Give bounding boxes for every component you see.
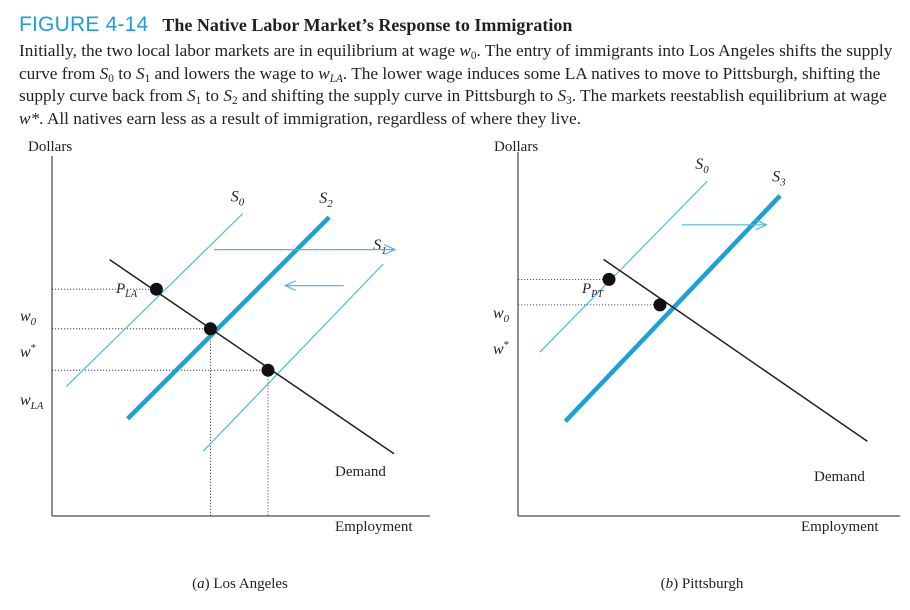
panel-pittsburgh <box>493 139 900 592</box>
panel-title: (b) Pittsburgh <box>660 576 744 592</box>
wage-tick-label: $w_0$ <box>493 305 510 325</box>
x-axis-label: Employment <box>335 519 413 535</box>
supply-label-s0: $S_0$ <box>230 188 245 209</box>
supply-curve-s0 <box>540 181 707 352</box>
equilibrium-point <box>653 298 666 311</box>
supply-label-s1: $S_1$ <box>373 237 387 257</box>
demand-curve <box>604 259 868 441</box>
wage-tick-label: $w_{LA}$ <box>20 392 44 412</box>
x-axis-label: Employment <box>801 519 879 535</box>
equilibrium-point <box>204 322 217 335</box>
supply-label-s2: $S_2$ <box>319 190 333 211</box>
y-axis-label: Dollars <box>28 139 73 155</box>
demand-label: Demand <box>335 464 386 480</box>
wage-tick-label: w* <box>493 339 510 358</box>
supply-curve-s3 <box>565 196 780 422</box>
panel-title: (a) Los Angeles <box>192 576 288 592</box>
point-label: $P_{PT}$ <box>582 281 604 300</box>
point-label: $P_{LA}$ <box>116 281 138 300</box>
equilibrium-point <box>150 283 163 296</box>
figure-title: The Native Labor Market’s Response to Immigration <box>162 15 573 35</box>
wage-tick-label: w* <box>20 342 37 361</box>
figure-caption: Initially, the two local labor markets are in equilibrium at wage $w_0$. The entry of immigrants into Los Angeles shifts the supply curve from $S_0$ to $S_1$ and lowers the wage to $w_{LA}$. The lower wage induces some LA natives to move to Pittsburgh, shifting the supply curve back from $S_1$ to $S_2$ and shifting the supply curve in Pittsburgh to $S_3$. The markets reestablish equilibrium at wage w*. All natives earn less as a result of immigration, regardless of where they live. <box>19 41 893 128</box>
panel-los-angeles <box>20 139 430 592</box>
supply-label-s0: $S_0$ <box>695 156 709 177</box>
supply-curve-s1 <box>203 264 383 451</box>
figure-number: FIGURE 4-14 <box>19 13 149 36</box>
supply-label-s3: $S_3$ <box>772 168 786 189</box>
supply-curve-s0 <box>66 214 242 387</box>
y-axis-label: Dollars <box>494 139 539 155</box>
demand-label: Demand <box>814 469 865 485</box>
equilibrium-point <box>603 273 616 286</box>
wage-tick-label: $w_0$ <box>20 308 37 328</box>
equilibrium-point <box>262 364 275 377</box>
